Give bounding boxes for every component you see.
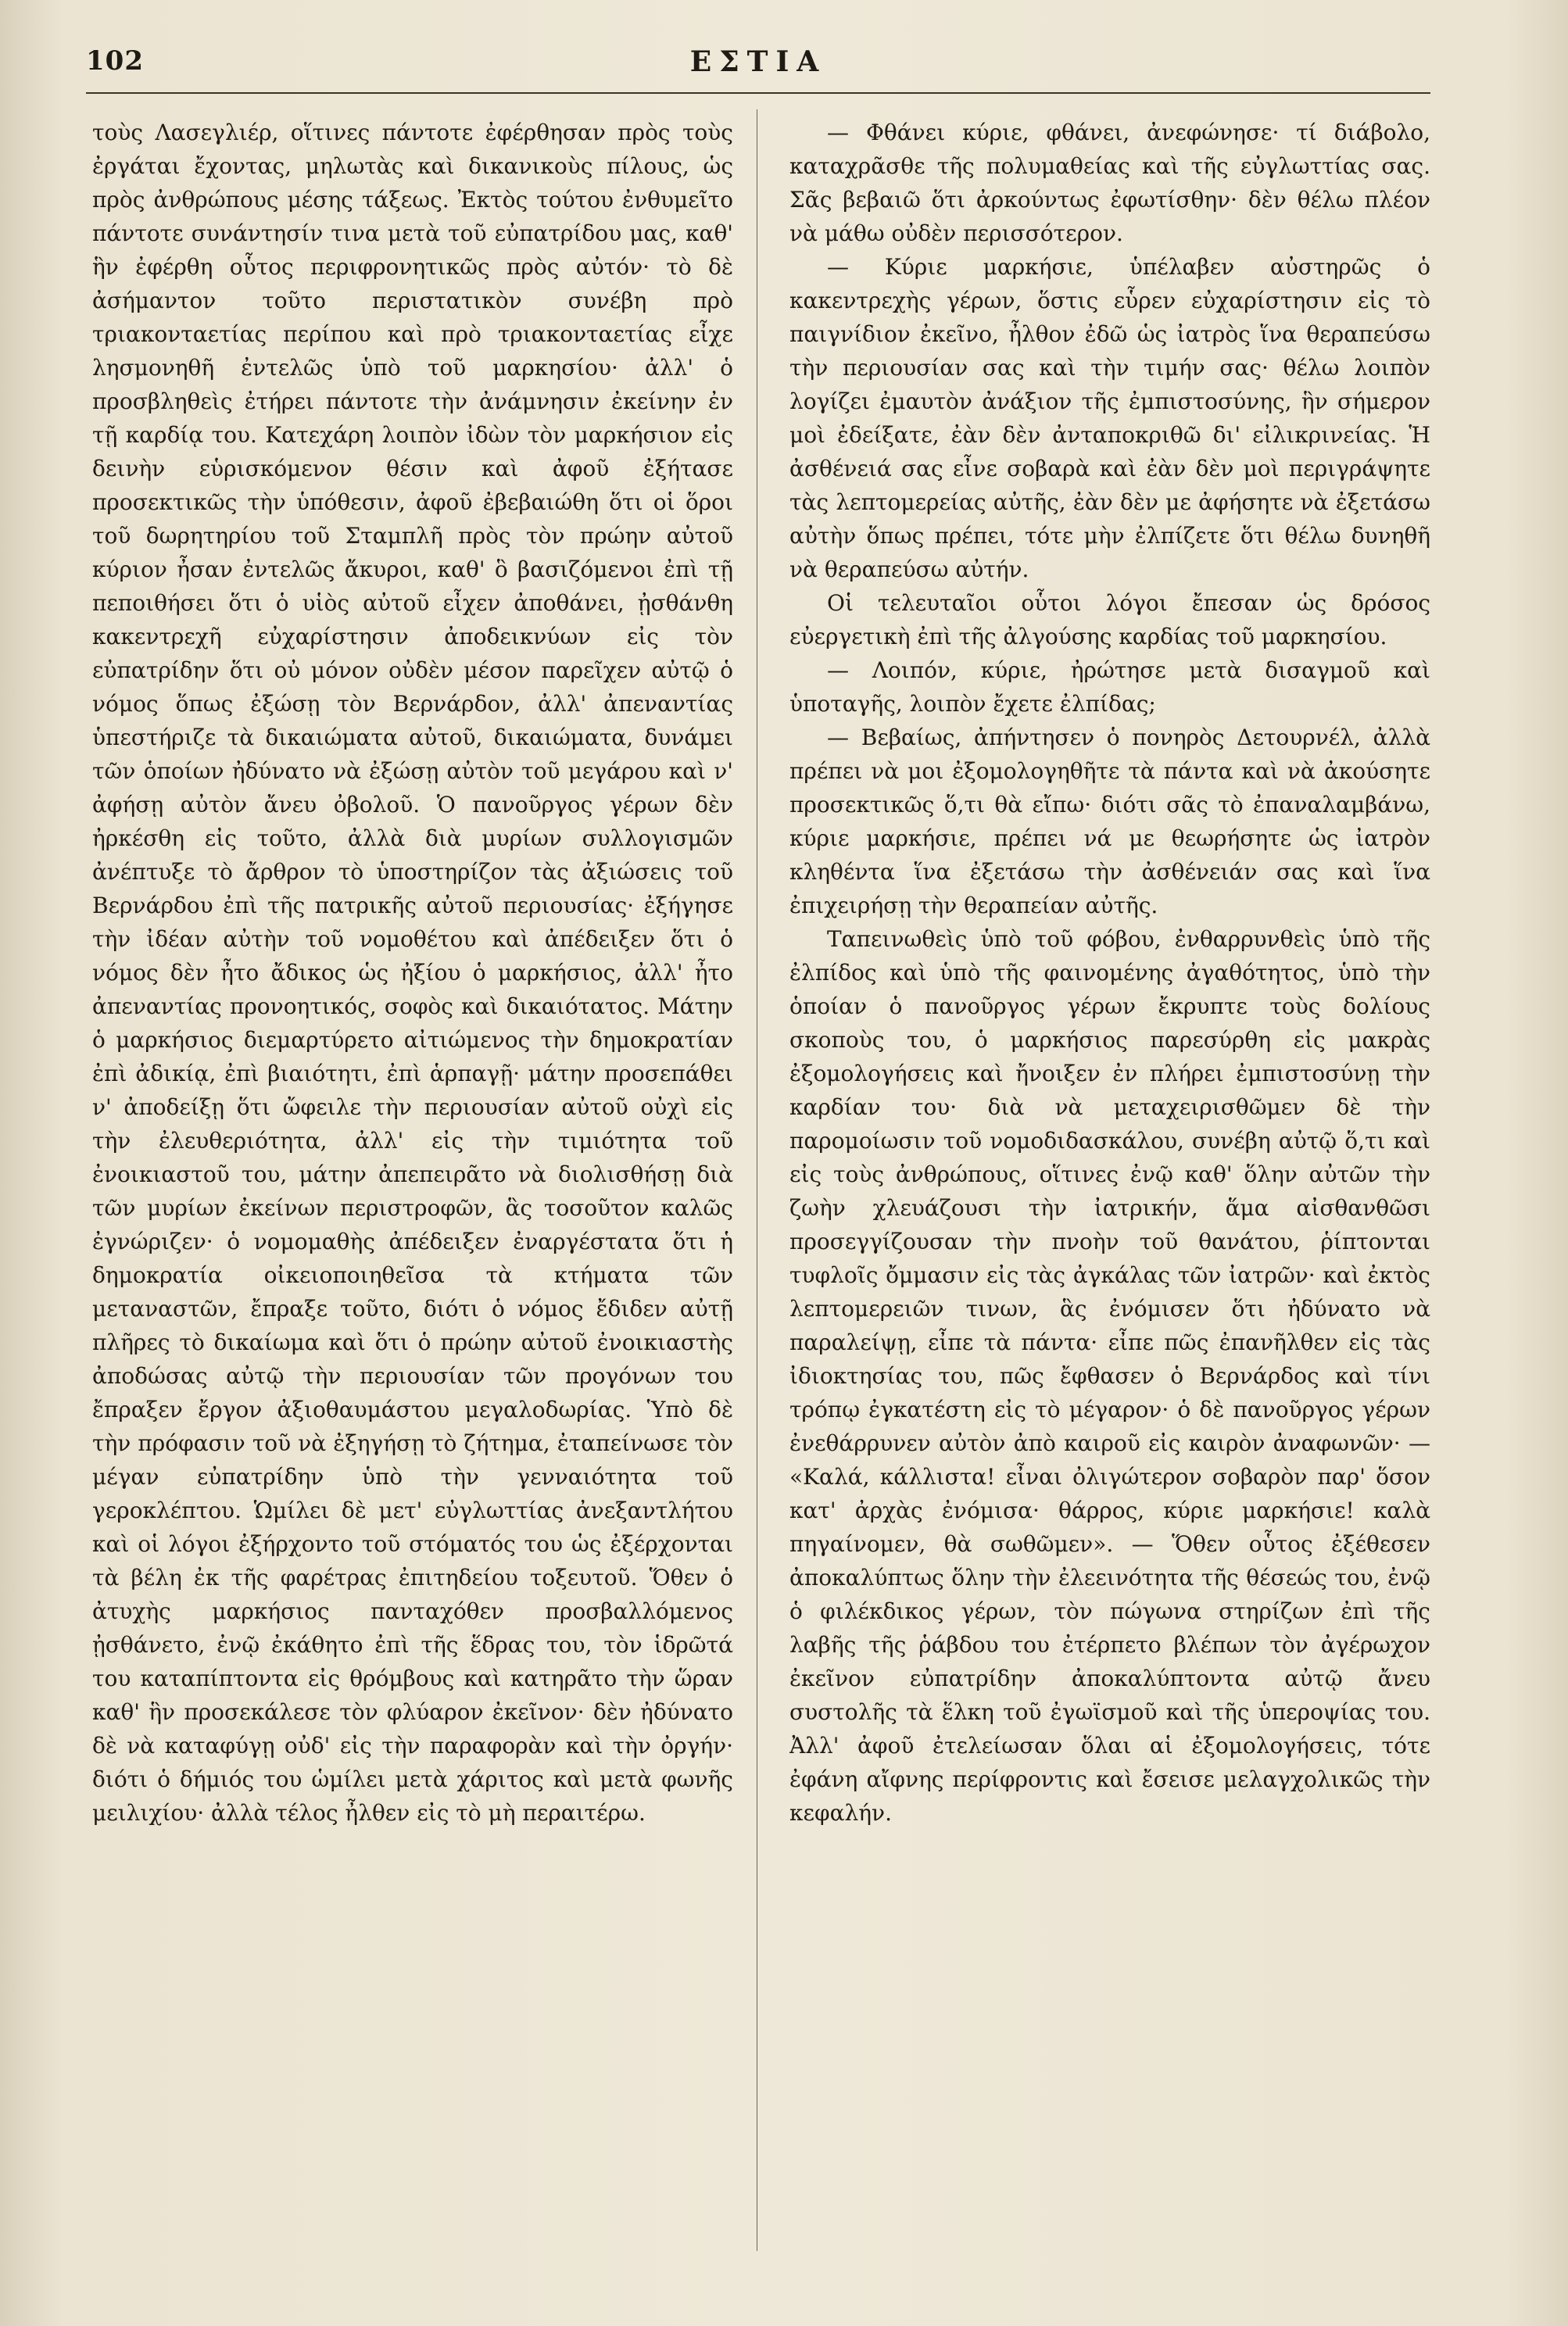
right-paragraph-3: Οἱ τελευταῖοι οὗτοι λόγοι ἔπεσαν ὡς δρόσος εὐεργετικὴ ἐπὶ τῆς ἀλγούσης καρδίας τοῦ μαρκησίου. xyxy=(789,590,1430,649)
journal-title: ΕΣΤΙΑ xyxy=(689,45,827,78)
right-paragraph-1: — Φθάνει κύριε, φθάνει, ἀνεφώνησε· τί διάβολο, καταχρᾶσθε τῆς πολυμαθείας καὶ τῆς εὐγλωττίας σας. Σᾶς βεβαιῶ ὅτι ἀρκούντως ἐφωτίσθην· δὲν θέλω πλέον νὰ μάθω οὐδὲν περισσότερον. xyxy=(789,120,1430,246)
right-paragraph-6: Ταπεινωθεὶς ὑπὸ τοῦ φόβου, ἐνθαρρυνθεὶς ὑπὸ τῆς ἐλπίδος καὶ ὑπὸ τῆς φαινομένης ἀγαθότητος, ὑπὸ τὴν ὁποίαν ὁ πανοῦργος γέρων ἔκρυπτε τοὺς δολίους σκοποὺς του, ὁ μαρκήσιος παρεσύρθη εἰς μακρὰς ἐξομολογήσεις καὶ ἤνοιξεν ἐν πλήρει ἐμπιστοσύνῃ τὴν καρδίαν του· διὰ νὰ μεταχειρισθῶμεν δὲ τὴν παρομοίωσιν τοῦ νομοδιδασκάλου, συνέβη αὐτῷ ὅ,τι καὶ εἰς τοὺς ἀνθρώπους, οἵτινες ἐνῷ καθ' ὅλην αὐτῶν τὴν ζωὴν χλευάζουσι τὴν ἰατρικήν, ἅμα αἰσθανθῶσι προσεγγίζουσαν τὴν πνοὴν τοῦ θανάτου, ῥίπτονται τυφλοῖς ὄμμασιν εἰς τὰς ἀγκάλας τῶν ἰατρῶν· καὶ ἐκτὸς λεπτομερειῶν τινων, ἃς ἐνόμισεν ὅτι ἠδύνατο νὰ παραλείψῃ, εἶπε τὰ πάντα· εἶπε πῶς ἐπανῆλθεν εἰς τὰς ἰδιοκτησίας του, πῶς ἔφθασεν ὁ Βερνάρδος καὶ τίνι τρόπῳ ἐγκατέστη εἰς τὸ μέγαρον· ὁ δὲ πανοῦργος γέρων ἐνεθάρρυνεν αὐτὸν ἀπὸ καιροῦ εἰς καιρὸν ἀναφωνῶν· — «Καλά, κάλλιστα! εἶναι ὀλιγώτερον σοβαρὸν παρ' ὅσον κατ' ἀρχὰς ἐνόμισα· θάρρος, κύριε μαρκήσιε! καλὰ πηγαίνομεν, θὰ σωθῶμεν». — Ὅθεν οὗτος ἐξέθεσεν ἀποκαλύπτως ὅλην τὴν ἐλεεινότητα τῆς θέσεώς του, ἐνῷ ὁ φιλέκδικος γέρων, τὸν πώγωνα στηρίζων ἐπὶ τῆς λαβῆς τῆς ῥάβδου του ἐτέρπετο βλέπων τὸν ἀγέρωχον ἐκεῖνον εὐπατρίδην ἀποκαλύπτοντα αὐτῷ ἄνευ συστολῆς τὰ ἕλκη τοῦ ἐγωϊσμοῦ καὶ τῆς ὑπεροψίας του. Ἀλλ' ἀφοῦ ἐτελείωσαν ὅλαι αἱ ἐξομολογήσεις, τότε ἐφάνη αἴφνης περίφροντις καὶ ἔσεισε μελαγχολικῶς τὴν κεφαλήν. xyxy=(789,926,1430,1826)
right-paragraph-2: — Κύριε μαρκήσιε, ὑπέλαβεν αὐστηρῶς ὁ κακεντρεχὴς γέρων, ὅστις εὗρεν εὐχαρίστησιν εἰς τὸ παιγνίδιον ἐκεῖνο, ἦλθον ἐδῶ ὡς ἰατρὸς ἵνα θεραπεύσω τὴν περιουσίαν σας καὶ τὴν τιμήν σας· θέλω λοιπὸν λογίζει ἐμαυτὸν ἀνάξιον τῆς ἐμπιστοσύνης, ἣν σήμερον μοὶ ἐδείξατε, ἐὰν δὲν ἀνταποκριθῶ δι' εἰλικρινείας. Ἡ ἀσθένειά σας εἶνε σοβαρὰ καὶ ἐὰν δὲν μοὶ περιγράψητε τὰς λεπτομερείας αὐτῆς, ἐὰν δὲν με ἀφήσητε νὰ ἐξετάσω αὐτὴν ὅπως πρέπει, τότε μὴν ἐλπίζετε ὅτι θέλω δυνηθῆ νὰ θεραπεύσω αὐτήν. xyxy=(789,254,1430,582)
right-column xyxy=(789,116,1430,2257)
right-paragraph-5: — Βεβαίως, ἀπήντησεν ὁ πονηρὸς Δετουρνέλ, ἀλλὰ πρέπει νὰ μοι ἐξομολογηθῆτε τὰ πάντα καὶ νὰ ἀκούσητε προσεκτικῶς ὅ,τι θὰ εἴπω· διότι σᾶς τὸ ἐπαναλαμβάνω, κύριε μαρκήσιε, πρέπει νά με θεωρήσητε ὡς ἰατρὸν κληθέντα ἵνα ἐξετάσω τὴν ἀσθένειάν σας καὶ ἵνα ἐπιχειρήσῃ τὴν θεραπείαν αὐτῆς. xyxy=(789,725,1430,918)
right-paragraph-4: — Λοιπόν, κύριε, ἠρώτησε μετὰ δισαγμοῦ καὶ ὑποταγῆς, λοιπὸν ἔχετε ἐλπίδας; xyxy=(789,657,1430,717)
left-paragraph-1: τοὺς Λασεγλιέρ, οἵτινες πάντοτε ἐφέρθησαν πρὸς τοὺς ἐργάται ἔχοντας, μηλωτὰς καὶ δικανικοὺς πίλους, ὡς πρὸς ἀνθρώπους μέσης τάξεως. Ἐκτὸς τούτου ἐνθυμεῖτο πάντοτε συνάντησίν τινα μετὰ τοῦ εὐπατρίδου μας, καθ' ἣν ἐφέρθη οὗτος περιφρονητικῶς πρὸς αὐτόν· τὸ δὲ ἀσήμαντον τοῦτο περιστατικὸν συνέβη πρὸ τριακονταετίας περίπου καὶ πρὸ τριακονταετίας εἶχε λησμονηθῆ ἐντελῶς ὑπὸ τοῦ μαρκησίου· ἀλλ' ὁ προσβληθεὶς ἐτήρει πάντοτε τὴν ἀνάμνησιν ἐκείνην ἐν τῇ καρδίᾳ του. Κατεχάρη λοιπὸν ἰδὼν τὸν μαρκήσιον εἰς δεινὴν εὑρισκόμενον θέσιν καὶ ἀφοῦ ἐξήτασε προσεκτικῶς τὴν ὑπόθεσιν, ἀφοῦ ἐβεβαιώθη ὅτι οἱ ὅροι τοῦ δωρητηρίου τοῦ Σταμπλῆ πρὸς τὸν πρώην αὐτοῦ κύριον ἦσαν ἐντελῶς ἄκυροι, καθ' ὃ βασιζόμενοι ἐπὶ τῇ πεποιθήσει ὅτι ὁ υἱὸς αὐτοῦ εἶχεν ἀποθάνει, ᾐσθάνθη κακεντρεχῆ εὐχαρίστησιν ἀποδεικνύων εἰς τὸν εὐπατρίδην ὅτι οὐ μόνον οὐδὲν μέσον παρεῖχεν αὐτῷ ὁ νόμος ὅπως ἐξώσῃ τὸν Βερνάρδον, ἀλλ' ἀπεναντίας ὑπεστήριζε τὰ δικαιώματα αὐτοῦ, δικαιώματα, δυνάμει τῶν ὁποίων ἠδύνατο νὰ ἐξώσῃ αὐτὸν τοῦ μεγάρου καὶ ν' ἀφήσῃ αὐτὸν ἄνευ ὀβολοῦ. Ὁ πανοῦργος γέρων δὲν ἠρκέσθη εἰς τοῦτο, ἀλλὰ διὰ μυρίων συλλογισμῶν ἀνέπτυξε τὸ ἄρθρον τὸ ὑποστηρίζον τὰς ἀξιώσεις τοῦ Βερνάρδου ἐπὶ τῆς πατρικῆς αὐτοῦ περιουσίας· ἐξήγησε τὴν ἰδέαν αὐτὴν τοῦ νομοθέτου καὶ ἀπέδειξεν ὅτι ὁ νόμος δὲν ἦτο ἄδικος ὡς ἠξίου ὁ μαρκήσιος, ἀλλ' ἦτο ἀπεναντίας προνοητικός, σοφὸς καὶ δικαιότατος. Μάτην ὁ μαρκήσιος διεμαρτύρετο αἰτιώμενος τὴν δημοκρατίαν ἐπὶ ἀδικίᾳ, ἐπὶ βιαιότητι, ἐπὶ ἁρπαγῇ· μάτην προσεπάθει ν' ἀποδείξῃ ὅτι ὤφειλε τὴν περιουσίαν αὐτοῦ οὐχὶ εἰς τὴν ἐλευθεριότητα, ἀλλ' εἰς τὴν τιμιότητα τοῦ ἐνοικιαστοῦ του, μάτην ἀπεπειρᾶτο νὰ διολισθήσῃ διὰ τῶν μυρίων ἐκείνων περιστροφῶν, ἃς τοσοῦτον καλῶς ἐγνώριζεν· ὁ νομομαθὴς ἀπέδειξεν ἐναργέστατα ὅτι ἡ δημοκρατία οἰκειοποιηθεῖσα τὰ κτήματα τῶν μεταναστῶν, ἔπραξε τοῦτο, διότι ὁ νόμος ἔδιδεν αὐτῇ πλῆρες τὸ δικαίωμα καὶ ὅτι ὁ πρώην αὐτοῦ ἐνοικιαστὴς ἀποδώσας αὐτῷ τὴν περιουσίαν τῶν προγόνων του ἔπραξεν ἔργον ἀξιοθαυμάστου μεγαλοδωρίας. Ὑπὸ δὲ τὴν πρόφασιν τοῦ νὰ ἐξηγήσῃ τὸ ζήτημα, ἐταπείνωσε τὸν μέγαν εὐπατρίδην ὑπὸ τὴν γενναιότητα τοῦ γεροκλέπτου. Ὡμίλει δὲ μετ' εὐγλωττίας ἀνεξαντλήτου καὶ οἱ λόγοι ἐξήρχοντο τοῦ στόματός του ὡς ἐξέρχονται τὰ βέλη ἐκ τῆς φαρέτρας ἐπιτηδείου τοξευτοῦ. Ὅθεν ὁ ἀτυχὴς μαρκήσιος πανταχόθεν προσβαλλόμενος ᾐσθάνετο, ἐνῷ ἐκάθητο ἐπὶ τῆς ἕδρας του, τὸν ἱδρῶτά του καταπίπτοντα εἰς θρόμβους καὶ κατηρᾶτο τὴν ὥραν καθ' ἣν προσεκάλεσε τὸν φλύαρον ἐκεῖνον· δὲν ἠδύνατο δὲ νὰ καταφύγῃ οὐδ' εἰς τὴν παραφορὰν καὶ τὴν ὀργήν· διότι ὁ δήμιός του ὡμίλει μετὰ χάριτος καὶ μετὰ φωνῆς μειλιχίου· ἀλλὰ τέλος ἦλθεν εἰς τὸ μὴ περαιτέρω. xyxy=(92,120,733,1826)
page-number: 102 xyxy=(86,45,144,77)
page-header xyxy=(86,45,1430,89)
left-column xyxy=(92,116,733,2257)
header-rule xyxy=(86,92,1430,94)
